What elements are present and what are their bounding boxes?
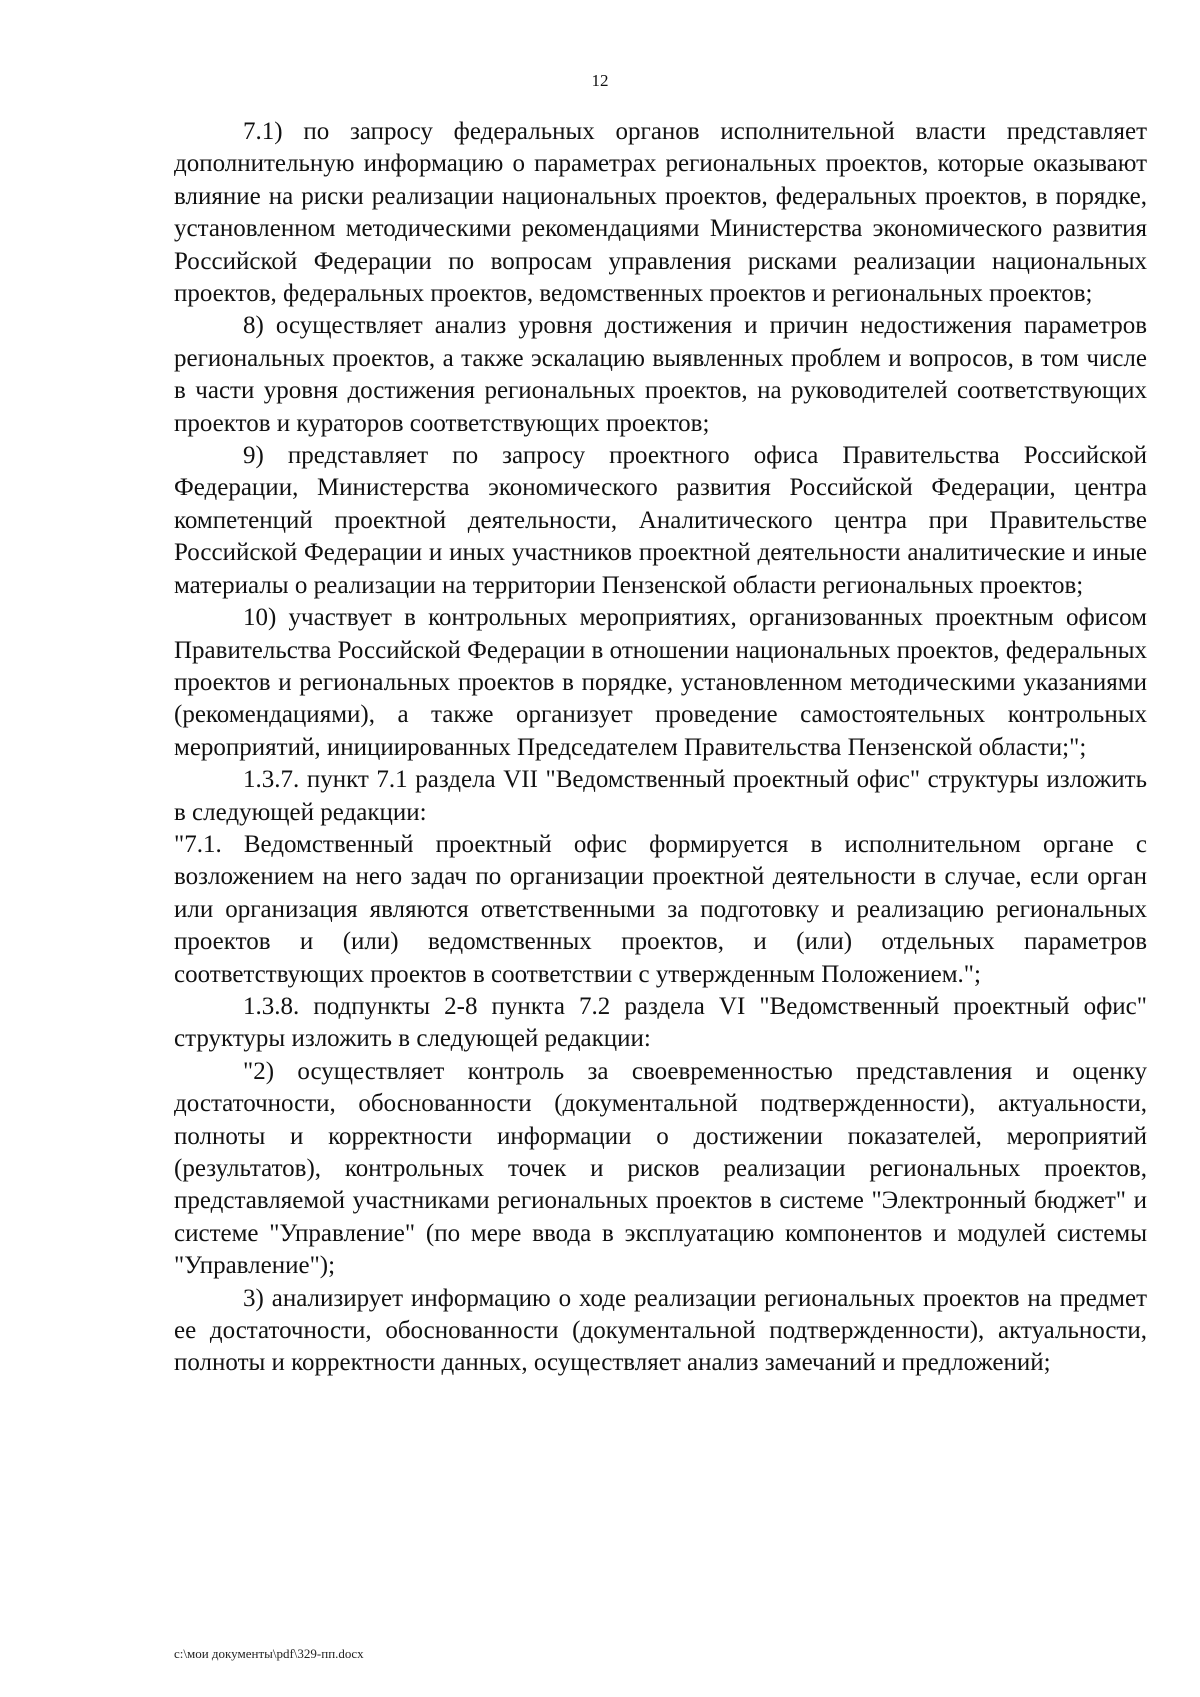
paragraph-3: 3) анализирует информацию о ходе реализации региональных проектов на предмет ее достаточности, обоснованности (документальной подтвержденности), актуальности, полноты и корректности данных, осуществляет анализ замечаний и предложений; [174,1284,1147,1377]
paragraph-8: 8) осуществляет анализ уровня достижения и причин недостижения параметров региональных проектов, а также эскалацию выявленных проблем и вопросов, в том числе в части уровня достижения региональных проектов, на руководителей соответствующих проектов и кураторов соответствующих проектов; [174,312,1147,437]
paragraph-10: 10) участвует в контрольных мероприятиях, организованных проектным офисом Правительства Российской Федерации в отношении национальных проектов, федеральных проектов и региональных проектов в порядке, установленном методическими указаниями (рекомендациями), а также организует проведение самостоятельных контрольных мероприятий, инициированных Председателем Правительства Пензенской области;"; [174,604,1147,761]
paragraph-1-3-8: 1.3.8. подпункты 2-8 пункта 7.2 раздела VI "Ведомственный проектный офис" структуры изложить в следующей редакции: [174,992,1147,1053]
paragraph-1-3-7: 1.3.7. пункт 7.1 раздела VII "Ведомственный проектный офис" структуры изложить в следующей редакции: [174,766,1147,826]
page-number: 12 [591,71,609,90]
document-body [174,116,1147,1380]
footer-file-path: c:\мои документы\pdf\329-пп.docx [174,1646,364,1661]
paragraph-quote-7-1: "7.1. Ведомственный проектный офис формируется в исполнительном органе с возложением на него задач по организации проектной деятельности в случае, если орган или организация являются ответственными за подготовку и реализацию региональных проектов и (или) ведомственных проектов, и (или) отдельных параметров соответствующих проектов в соответствии с утвержденным Положением."; [174,830,1147,988]
paragraph-7-1: 7.1) по запросу федеральных органов исполнительной власти представляет дополнительную информацию о параметрах региональных проектов, которые оказывают влияние на риски реализации национальных проектов, федеральных проектов, в порядке, установленном методическими рекомендациями Министерства экономического развития Российской Федерации по вопросам управления рисками реализации национальных проектов, федеральных проектов, ведомственных проектов и региональных проектов; [174,118,1147,308]
paragraph-quote-2: "2) осуществляет контроль за своевременностью представления и оценку достаточности, обоснованности (документальной подтвержденности), актуальности, полноты и корректности информации о достижении показателей, мероприятий (результатов), контрольных точек и рисков реализации региональных проектов, представляемой участниками региональных проектов в системе "Электронный бюджет" и системе "Управление" (по мере ввода в эксплуатацию компонентов и модулей системы "Управление"); [174,1057,1147,1280]
paragraph-9: 9) представляет по запросу проектного офиса Правительства Российской Федерации, Министерства экономического развития Российской Федерации, центра компетенций проектной деятельности, Аналитического центра при Правительстве Российской Федерации и иных участников проектной деятельности аналитические и иные материалы о реализации на территории Пензенской области региональных проектов; [174,442,1147,599]
